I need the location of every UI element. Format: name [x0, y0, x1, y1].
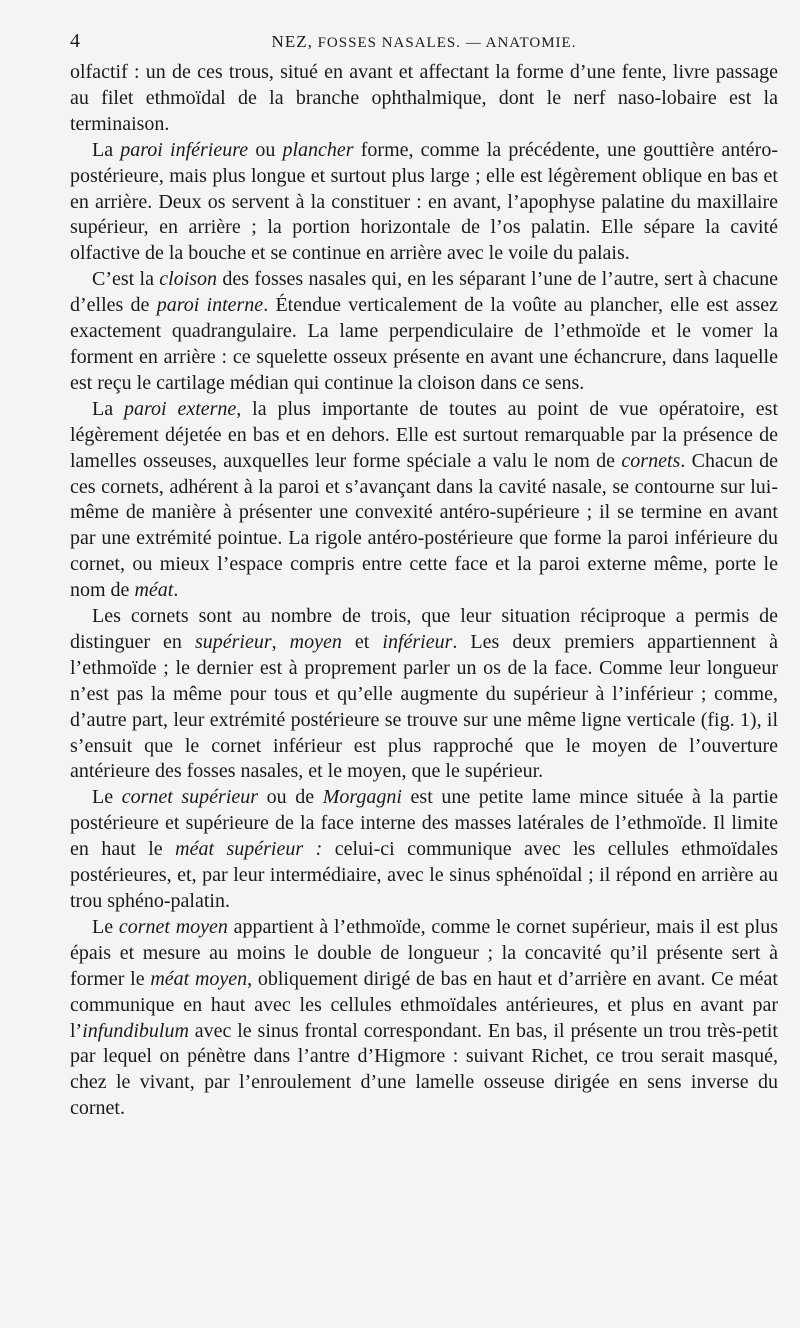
body-text [70, 60, 778, 1122]
text-run: ou de [258, 786, 323, 809]
paragraph-1 [70, 138, 778, 268]
running-title-main: NEZ, [271, 32, 313, 51]
italic-term: paroi interne [156, 294, 264, 317]
italic-term: cornet moyen [118, 915, 228, 938]
italic-term: paroi externe [123, 397, 237, 420]
text-run: appartient à l’ethmoïde, comme le cornet supérieur, mais il est plus épais et mesure au moins le double de longueur ; la concavité qu’il présente sert à former le [70, 915, 779, 990]
text-run: forme, comme la précédente, une gouttière antéro-postérieure, mais plus longue et surtout plus large ; elle est légèrement oblique en bas et en arrière. Deux os servent à la constituer : en avant, l’apophyse palatine du maxillaire supérieur, en arrière ; la portion horizontale de l’os palatin. Elle sépare la cavité olfactive de la bouche et se continue en arrière avec le voile du palais. [70, 138, 779, 265]
text-run: . [173, 579, 179, 602]
italic-term: supérieur [194, 630, 272, 653]
text-run: C’est la [92, 268, 160, 291]
text-run: La [92, 138, 121, 161]
text-run: . Étendue verticalement de la voûte au plancher, elle est assez exactement quadrangulaire. La lame perpendiculaire de l’ethmoïde et le vomer la forment en arrière : ce squelette osseux présente en avant une échancrure, dans laquelle est reçu le cartilage médian qui continue la cloison dans ce sens. [70, 294, 778, 394]
text-run: Les cornets sont au nombre de trois, que leur situation réciproque a permis de distinguer en [70, 605, 778, 653]
italic-term: Morgagni [322, 786, 402, 809]
italic-term: cloison [159, 268, 218, 291]
text-run: , la plus importante de toutes au point de vue opératoire, est légèrement déjetée en bas et en dehors. Elle est surtout remarquable par la présence de lamelles osseuses, auxquelles leur forme spéciale a valu le nom de [70, 397, 778, 472]
text-run: celui-ci communique avec les cellules ethmoïdales postérieures, et, par leur intermédiaire, avec le sinus sphénoïdal ; il répond en arrière au trou sphéno-palatin. [70, 838, 778, 912]
text-run: olfactif : un de ces trous, situé en avant et affectant la forme d’une fente, livre passage au filet ethmoïdal de la branche ophthalmique, dont le nerf naso-lobaire est la terminaison. [70, 61, 778, 135]
paragraph-3 [70, 397, 778, 604]
italic-term: moyen [289, 630, 342, 653]
italic-term: méat [134, 579, 174, 602]
running-header [70, 30, 778, 60]
paragraph-4 [70, 604, 778, 785]
running-title-rest: FOSSES NASALES. — ANATOMIE. [317, 35, 577, 51]
text-run: des fosses nasales qui, en les séparant l’une de l’autre, sert à chacune d’elles de [70, 268, 778, 317]
paragraph-6 [70, 915, 778, 1122]
text-run: et [341, 630, 383, 653]
italic-term: méat moyen [150, 967, 248, 990]
text-run: ou [248, 138, 283, 161]
text-run: La [92, 397, 124, 420]
text-run: , obliquement dirigé de bas en haut et d’arrière en avant. Ce méat communique en haut avec les cellules ethmoïdales antérieures, et plus en avant par l’ [70, 967, 778, 1042]
page-number: 4 [70, 30, 80, 52]
paragraph-2 [70, 267, 778, 397]
italic-term: infundibulum [82, 1019, 189, 1042]
italic-term: plancher [282, 138, 354, 161]
italic-term: méat supérieur : [175, 838, 323, 861]
text-run: Le [92, 786, 122, 809]
italic-term: cornets [621, 449, 681, 472]
text-run: . Les deux premiers appartiennent à l’ethmoïde ; le dernier est à proprement parler un os de la face. Comme leur longueur n’est pas la même pour tous et qu’elle augmente du supérieur à l’inférieur ; comme, d’autre part, leur extrémité postérieure se trouve sur une même ligne verticale (fig. 1), il s’ensuit que le cornet inférieur est plus rapproché que le moyen de l’ouverture antérieure des fosses nasales, et le moyen, que le supérieur. [70, 630, 779, 783]
text-run: . Chacun de ces cornets, adhérent à la paroi et s’avançant dans la cavité nasale, se contourne sur lui-même de manière à présenter une convexité antéro-supérieure ; il se termine en avant par une extrémité pointue. La rigole antéro-postérieure que forme la paroi inférieure du cornet, ou mieux l’espace compris entre cette face et la paroi externe même, porte le nom de [70, 449, 778, 602]
text-run: Le [92, 915, 119, 938]
book-page [70, 30, 778, 1122]
text-run: est une petite lame mince située à la partie postérieure et supérieure de la face interne des masses latérales de l’ethmoïde. Il limite en haut le [70, 786, 778, 861]
running-title [110, 32, 738, 52]
italic-term: paroi inférieure [120, 138, 249, 161]
text-run: , [271, 630, 290, 653]
paragraph-5 [70, 785, 778, 915]
text-run: avec le sinus frontal correspondant. En bas, il présente un trou très-petit par lequel on pénètre dans l’antre d’Higmore : suivant Richet, ce trou serait masqué, chez le vivant, par l’enroulement d’une lamelle osseuse dirigée en sens inverse du cornet. [70, 1019, 778, 1120]
italic-term: cornet supérieur [121, 786, 259, 809]
italic-term: inférieur [382, 630, 453, 653]
paragraph-0 [70, 60, 778, 138]
